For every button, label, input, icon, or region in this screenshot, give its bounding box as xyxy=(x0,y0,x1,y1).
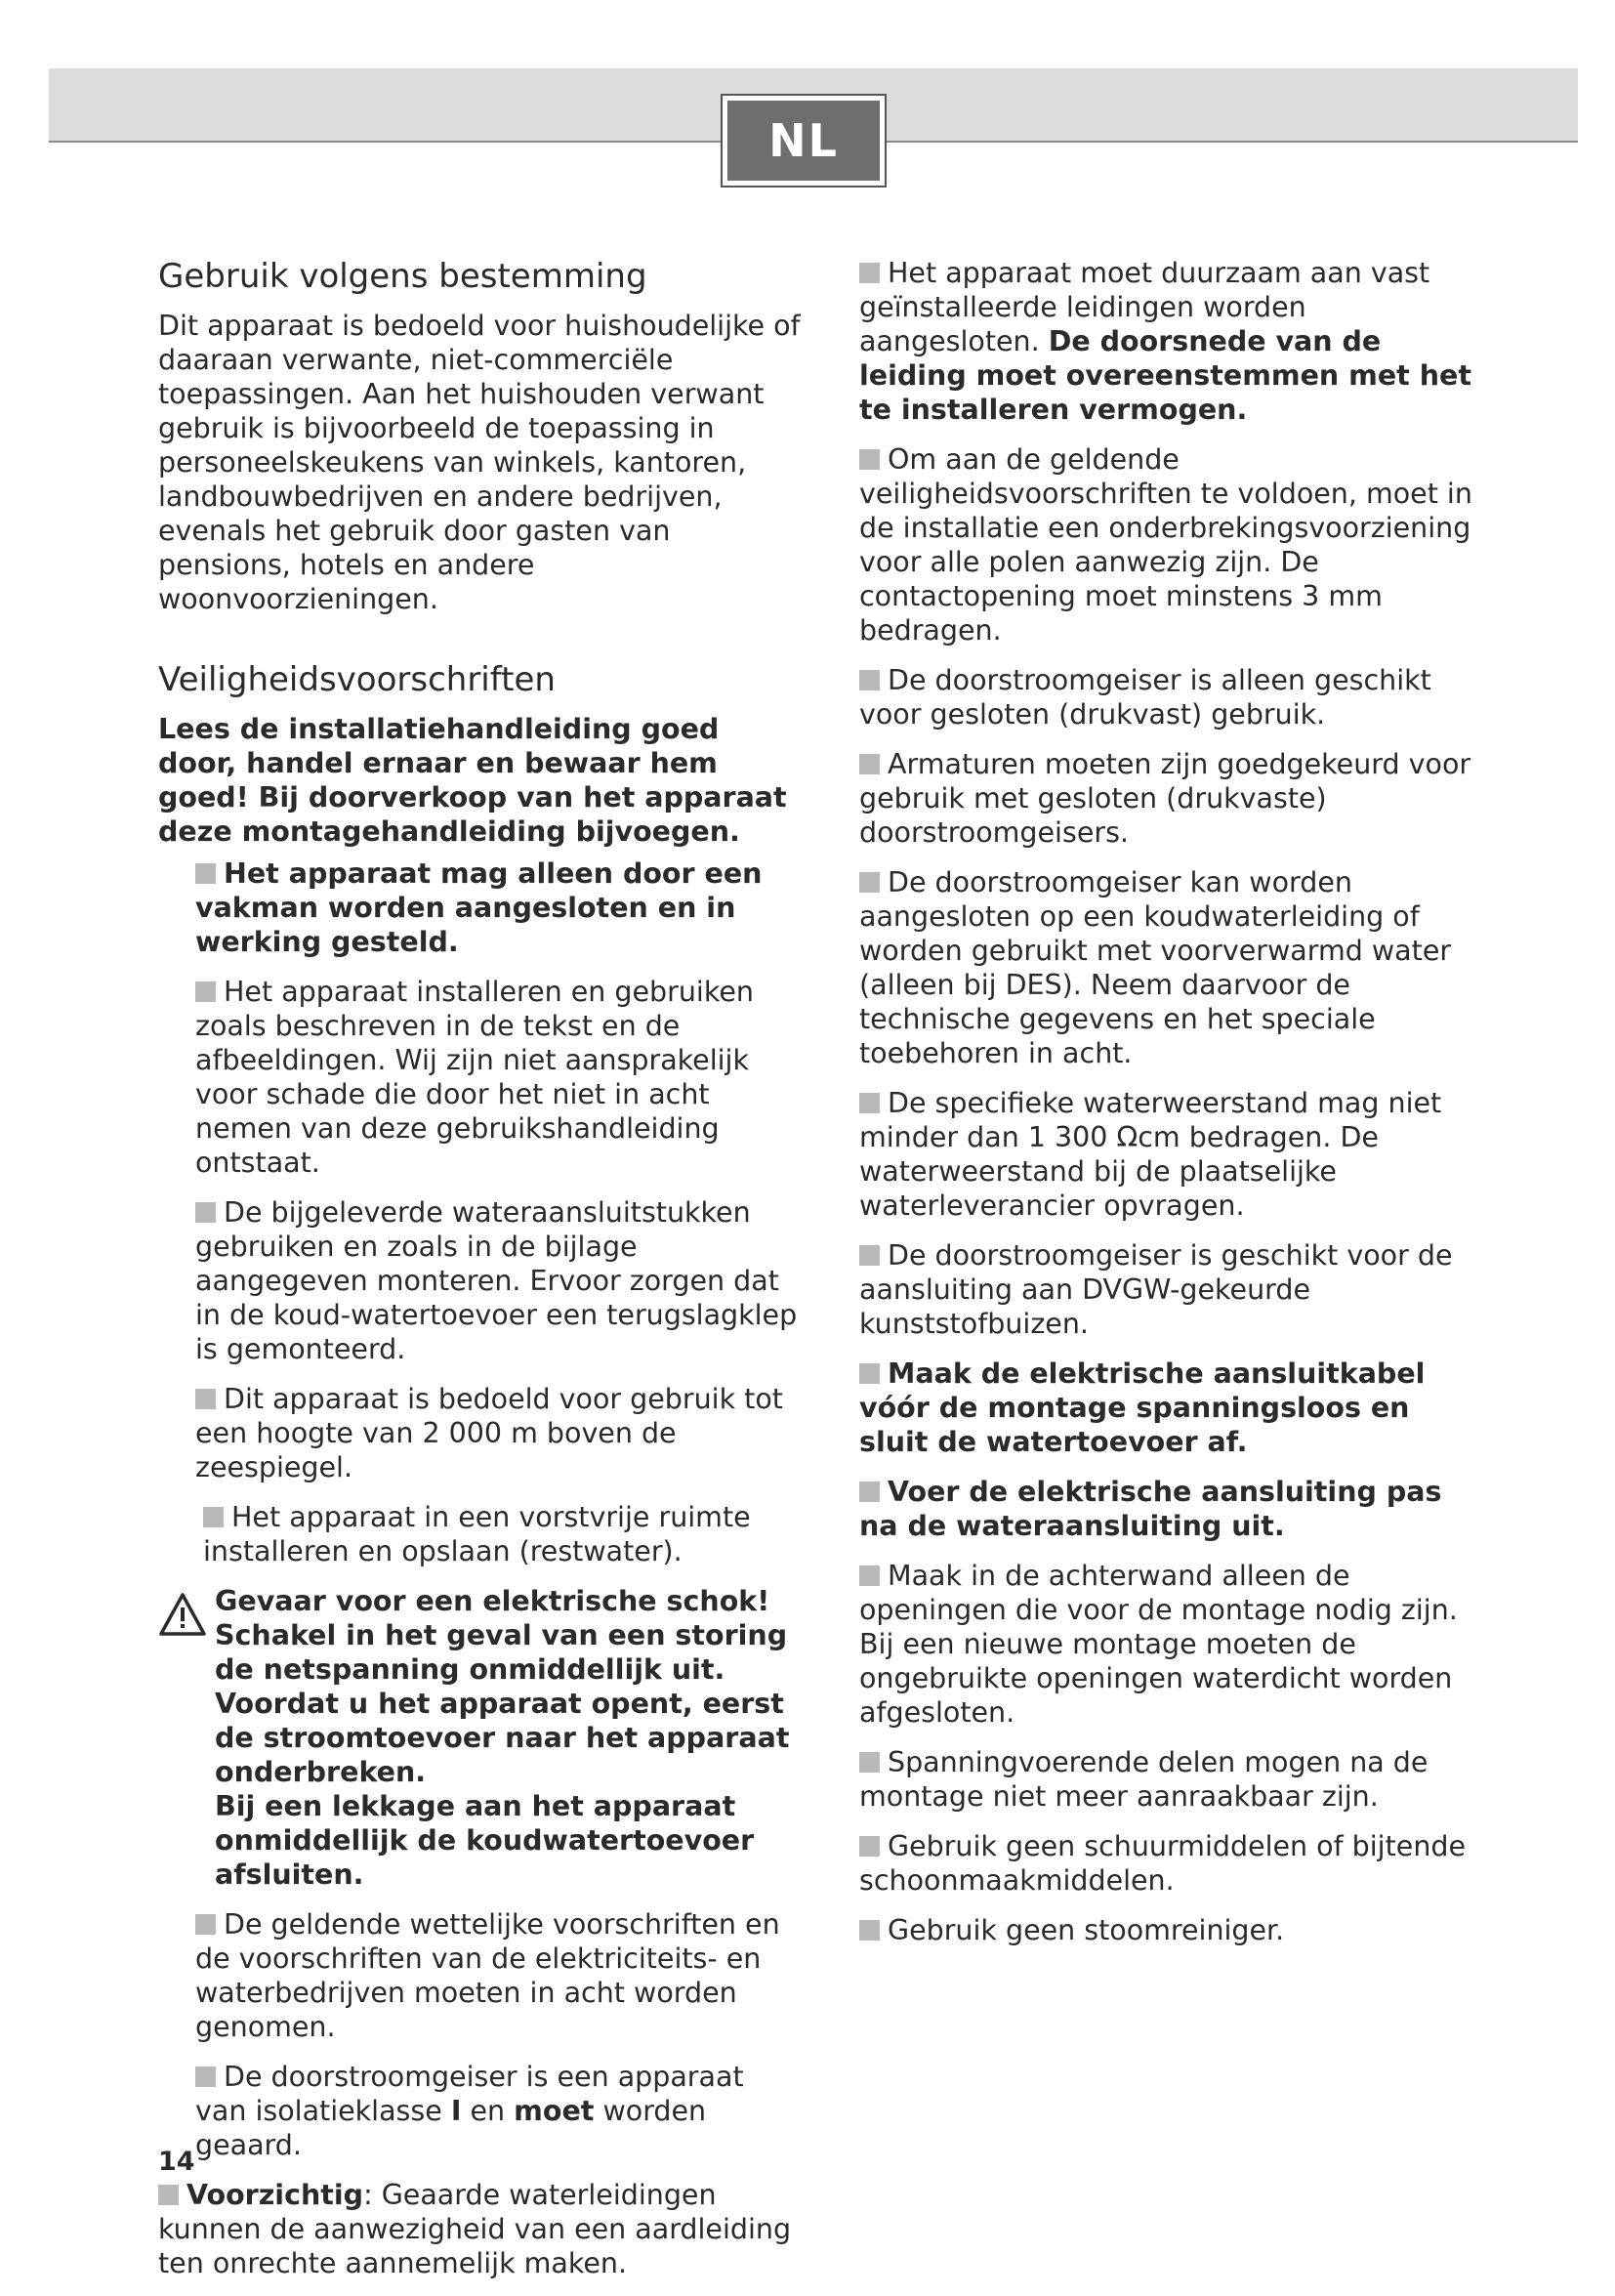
safety-item: Gebruik geen stoomreiniger. xyxy=(859,1913,1474,1947)
safety-item: Maak in de achterwand alleen de openingen die voor de montage nodig zijn. Bij een nieuwe montage moeten de ongebruikte openingen waterdicht worden afgesloten. xyxy=(859,1560,1458,1729)
safety-item: Het apparaat in een vorstvrije ruimte installeren en opslaan (restwater). xyxy=(203,1501,751,1567)
safety-item: Armaturen moeten zijn goedgekeurd voor gebruik met gesloten (drukvaste) doorstroomgeisers. xyxy=(859,748,1471,849)
emphasis-moet: moet xyxy=(514,2095,595,2127)
bullet-square-icon xyxy=(859,754,880,774)
safety-item: De specifieke waterweerstand mag niet minder dan 1 300 Ωcm bedragen. De waterweerstand bij de plaatselijke waterleverancier opvragen. xyxy=(859,1087,1442,1222)
intended-use-text: Dit apparaat is bedoeld voor huishoudelijke of daaraan verwante, niet-commerciële toepassingen. Aan het huishouden verwant gebruik is bijvoorbeeld de toepassing in personeelskeukens van winkels, kantoren, landbouwbedrijven en andere bedrijven, evenals het gebruik door gasten van pensions, hotels en andere woonvoorzieningen. xyxy=(158,310,801,615)
warning-triangle-icon xyxy=(158,1592,207,1637)
safety-item: Maak de elektrische aansluitkabel vóór de montage spanningsloos en sluit de watertoevoer af. xyxy=(859,1357,1426,1458)
right-column xyxy=(859,256,1474,1963)
safety-item: Om aan de geldende veiligheidsvoorschriften te voldoen, moet in de installatie een onderbrekingsvoorziening voor alle polen aanwezig zijn. De contactopening moet minstens 3 mm bedragen. xyxy=(859,443,1472,647)
safety-item: De doorstroomgeiser is geschikt voor de aansluiting aan DVGW-gekeurde kunststofbuizen. xyxy=(859,1239,1453,1340)
caution-label: Voorzichtig xyxy=(186,2179,364,2211)
safety-intro: Lees de installatiehandleiding goed door, handel ernaar en bewaar hem goed! Bij doorverkoop van het apparaat deze montagehandleiding bijvoegen. xyxy=(158,713,787,848)
warning-line: Bij een lekkage aan het apparaat onmiddellijk de koudwatertoevoer afsluiten. xyxy=(215,1790,755,1891)
warning-line: Voordat u het apparaat opent, eerst de stroomtoevoer naar het apparaat onderbreken. xyxy=(215,1688,790,1788)
safety-item: Voer de elektrische aansluiting pas na de wateraansluiting uit. xyxy=(859,1476,1442,1542)
safety-item: De doorstroomgeiser is alleen geschikt voor gesloten (drukvast) gebruik. xyxy=(859,664,1431,731)
bullet-square-icon xyxy=(859,872,880,893)
safety-item: De doorstroomgeiser is een apparaat van isolatieklasse I en moet worden geaard. xyxy=(195,2061,744,2161)
bullet-square-icon xyxy=(195,1389,216,1409)
page-number: 14 xyxy=(158,2147,195,2177)
section-title-safety: Veiligheidsvoorschriften xyxy=(158,660,556,699)
safety-item: Voorzichtig: Geaarde waterleidingen kunnen de aanwezigheid van een aardleiding ten onrechte aannemelijk maken. xyxy=(158,2179,792,2279)
bullet-square-icon xyxy=(859,1245,880,1266)
bullet-square-icon xyxy=(859,449,880,470)
warning-line: Gevaar voor een elektrische schok! xyxy=(215,1585,770,1617)
safety-item: Het apparaat moet duurzaam aan vast geïnstalleerde leidingen worden aangesloten. De doorsnede van de leiding moet overeenstemmen met het te installeren vermogen. xyxy=(859,257,1471,426)
bullet-square-icon xyxy=(195,863,216,884)
safety-item: Het apparaat mag alleen door een vakman worden aangesloten en in werking gesteld. xyxy=(195,857,763,958)
safety-item: Dit apparaat is bedoeld voor gebruik tot een hoogte van 2 000 m boven de zeespiegel. xyxy=(195,1383,783,1483)
bullet-square-icon xyxy=(859,263,880,283)
insulation-class-label: I xyxy=(450,2095,462,2127)
bullet-square-icon xyxy=(859,1482,880,1502)
bullet-square-icon xyxy=(859,1752,880,1773)
bullet-square-icon xyxy=(203,1507,224,1527)
safety-item: De bijgeleverde wateraansluitstukken gebruiken en zoals in de bijlage aangegeven monteren. Ervoor zorgen dat in de koud-watertoevoer een terugslagklep is gemonteerd. xyxy=(195,1196,798,1365)
bullet-square-icon xyxy=(859,670,880,690)
bullet-square-icon xyxy=(859,1565,880,1586)
section-title-intended-use: Gebruik volgens bestemming xyxy=(158,257,647,296)
bullet-square-icon xyxy=(859,1836,880,1857)
bullet-square-icon xyxy=(195,981,216,1002)
safety-item: De doorstroomgeiser kan worden aangesloten op een koudwaterleiding of worden gebruikt met voorverwarmd water (alleen bij DES). Neem daarvoor de technische gegevens en het speciale toebehoren in acht. xyxy=(859,866,1452,1069)
bullet-square-icon xyxy=(859,1093,880,1113)
warning-line: Schakel in het geval van een storing de netspanning onmiddellijk uit. xyxy=(215,1619,788,1686)
safety-item: De geldende wettelijke voorschriften en de voorschriften van de elektriciteits- en waterbedrijven moeten in acht worden genomen. xyxy=(195,1908,780,2043)
language-badge-label: NL xyxy=(727,101,880,181)
bullet-square-icon xyxy=(158,2185,179,2205)
electric-shock-warning xyxy=(158,1584,803,1892)
safety-item: Gebruik geen schuurmiddelen of bijtende schoonmaakmiddelen. xyxy=(859,1830,1467,1897)
bullet-square-icon xyxy=(859,1363,880,1384)
bullet-square-icon xyxy=(859,1920,880,1941)
language-badge xyxy=(721,94,887,188)
safety-item: Het apparaat installeren en gebruiken zoals beschreven in de tekst en de afbeeldingen. Wij zijn niet aansprakelijk voor schade die door het niet in acht nemen van deze gebruikshandleiding ontstaat. xyxy=(195,976,754,1179)
left-column xyxy=(158,256,803,2296)
bullet-square-icon xyxy=(195,1914,216,1935)
bullet-square-icon xyxy=(195,2066,216,2087)
bullet-square-icon xyxy=(195,1202,216,1223)
safety-item: Spanningvoerende delen mogen na de montage niet meer aanraakbaar zijn. xyxy=(859,1746,1429,1813)
